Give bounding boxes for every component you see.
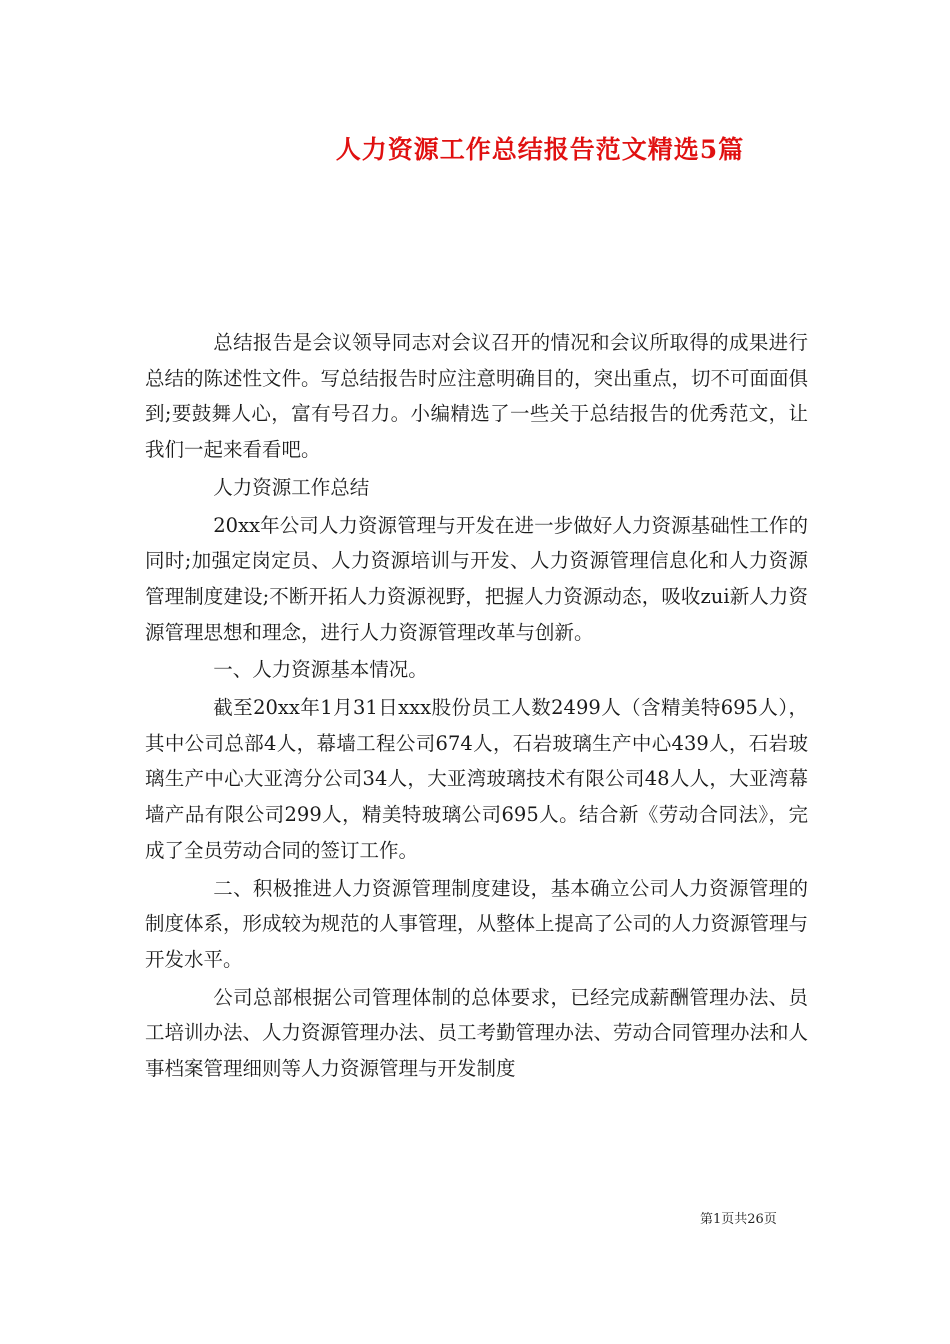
body-paragraph: 公司总部根据公司管理体制的总体要求，已经完成薪酬管理办法、员工培训办法、人力资源管理办法、员工考勤管理办法、劳动合同管理办法和人事档案管理细则等人力资源管理与开发制度 <box>145 985 809 1081</box>
body-paragraph: 20xx年公司人力资源管理与开发在进一步做好人力资源基础性工作的同时;加强定岗定员、人力资源培训与开发、人力资源管理信息化和人力资源管理制度建设;不断开拓人力资源视野，把握人力资源动态，吸收zui新人力资源管理思想和理念，进行人力资源管理改革与创新。 <box>145 513 808 644</box>
section-heading: 人力资源工作总结 <box>213 475 370 499</box>
document-body <box>145 325 808 1087</box>
document-title: 人力资源工作总结报告范文精选5篇 <box>335 135 745 164</box>
page-number: 第1页共26页 <box>700 1212 777 1227</box>
intro-paragraph: 总结报告是会议领导同志对会议召开的情况和会议所取得的成果进行总结的陈述性文件。写总结报告时应注意明确目的，突出重点，切不可面面俱到;要鼓舞人心，富有号召力。小编精选了一些关于总结报告的优秀范文，让我们一起来看看吧。 <box>145 331 809 462</box>
section-heading-basic-info: 一、人力资源基本情况。 <box>213 658 428 682</box>
body-paragraph: 截至20xx年1月31日xxx股份员工人数2499人（含精美特695人），其中公司总部4人，幕墙工程公司674人，石岩玻璃生产中心439人，石岩玻璃生产中心大亚湾分公司34人，大亚湾玻璃技术有限公司48人人，大亚湾幕墙产品有限公司299人，精美特玻璃公司695人。结合新《劳动合同法》，完成了全员劳动合同的签订工作。 <box>145 696 808 862</box>
body-paragraph: 二、积极推进人力资源管理制度建设，基本确立公司人力资源管理的制度体系，形成较为规范的人事管理，从整体上提高了公司的人力资源管理与开发水平。 <box>145 876 809 971</box>
